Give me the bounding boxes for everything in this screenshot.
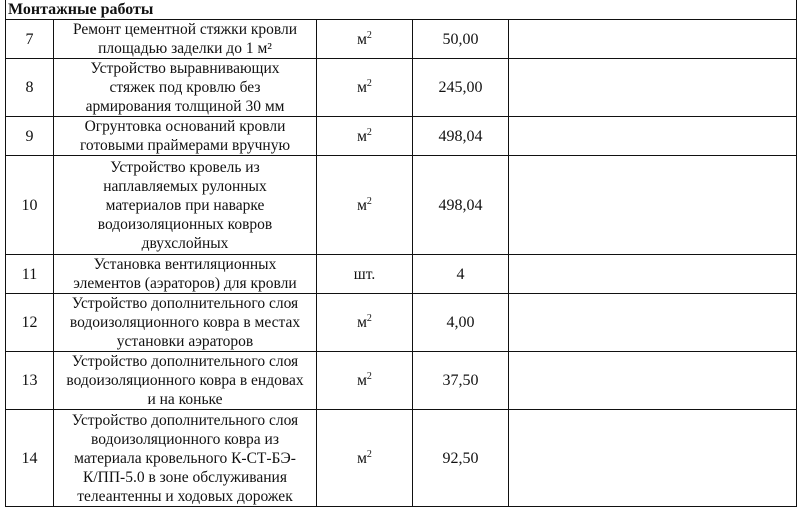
note-cell bbox=[509, 352, 797, 410]
unit-exponent: 2 bbox=[366, 448, 372, 460]
unit-label: м bbox=[357, 196, 367, 214]
unit-cell bbox=[317, 156, 413, 255]
description-line: Устройство кровель из bbox=[110, 158, 260, 176]
description-line: двухслойных bbox=[141, 234, 229, 252]
table-row bbox=[6, 410, 797, 507]
note-cell bbox=[509, 156, 797, 255]
unit-exponent: 2 bbox=[366, 312, 372, 324]
description-line: площадью заделки до 1 м² bbox=[98, 40, 272, 57]
row-number: 12 bbox=[6, 294, 54, 352]
note-cell bbox=[509, 255, 797, 294]
row-number: 11 bbox=[6, 255, 54, 294]
description-line: К/ПП-5.0 в зоне обслуживания bbox=[83, 468, 287, 486]
section-title: Монтажные работы bbox=[6, 0, 797, 20]
table-row bbox=[6, 20, 797, 59]
description-line: Огрунтовка оснований кровли bbox=[84, 118, 286, 135]
unit-cell bbox=[317, 294, 413, 352]
note-cell bbox=[509, 294, 797, 352]
unit-label: м bbox=[357, 127, 367, 145]
description-line: элементов (аэраторов) для кровли bbox=[73, 275, 297, 292]
unit-exponent: 2 bbox=[366, 126, 372, 138]
description-line: армирования толщиной 30 мм bbox=[85, 98, 285, 115]
description-line: Устройство дополнительного слоя bbox=[71, 353, 299, 370]
work-description bbox=[54, 59, 317, 117]
row-number: 8 bbox=[6, 59, 54, 117]
unit-label: шт. bbox=[353, 265, 376, 283]
quantity-cell: 498,04 bbox=[413, 117, 509, 156]
work-description bbox=[54, 156, 317, 255]
description-line: Устройство дополнительного слоя bbox=[71, 295, 299, 312]
row-number: 7 bbox=[6, 20, 54, 59]
description-line: Установка вентиляционных bbox=[93, 256, 277, 273]
table-row bbox=[6, 156, 797, 255]
unit-label: м bbox=[357, 314, 367, 331]
description-line: водоизоляционного ковра в местах bbox=[69, 314, 301, 331]
description-line: установки аэраторов bbox=[116, 333, 254, 350]
description-line: Устройство выравнивающих bbox=[90, 60, 280, 77]
work-description bbox=[54, 20, 317, 59]
row-number: 9 bbox=[6, 117, 54, 156]
quantity-cell: 92,50 bbox=[413, 410, 509, 507]
quantity-cell: 50,00 bbox=[413, 20, 509, 59]
description-line: телеантенны и ходовых дорожек bbox=[77, 487, 293, 505]
works-table bbox=[5, 0, 797, 507]
quantity-cell: 4 bbox=[413, 255, 509, 294]
quantity-cell: 37,50 bbox=[413, 352, 509, 410]
description-line: водоизоляционного ковра из bbox=[91, 430, 279, 448]
description-line: Ремонт цементной стяжки кровли bbox=[72, 21, 298, 38]
description-line: материала кровельного К-СТ-БЭ- bbox=[74, 449, 296, 467]
unit-cell bbox=[317, 117, 413, 156]
description-line: водоизоляционных ковров bbox=[97, 215, 273, 233]
note-cell bbox=[509, 117, 797, 156]
description-line: готовыми праймерами вручную bbox=[79, 137, 291, 154]
description-line: водоизоляционного ковра в ендовах bbox=[66, 372, 304, 389]
unit-cell bbox=[317, 20, 413, 59]
quantity-cell: 4,00 bbox=[413, 294, 509, 352]
work-description bbox=[54, 410, 317, 507]
description-line: наплавляемых рулонных bbox=[103, 177, 267, 195]
note-cell bbox=[509, 59, 797, 117]
note-cell bbox=[509, 20, 797, 59]
unit-label: м bbox=[357, 30, 367, 48]
note-cell bbox=[509, 410, 797, 507]
unit-cell bbox=[317, 59, 413, 117]
unit-label: м bbox=[357, 449, 367, 467]
work-description bbox=[54, 294, 317, 352]
quantity-cell: 498,04 bbox=[413, 156, 509, 255]
description-line: Устройство дополнительного слоя bbox=[71, 411, 299, 429]
description-line: и на коньке bbox=[147, 391, 223, 408]
table-row bbox=[6, 294, 797, 352]
description-line: стяжек под кровлю без bbox=[109, 79, 261, 96]
unit-exponent: 2 bbox=[366, 77, 372, 89]
table-row bbox=[6, 59, 797, 117]
unit-cell bbox=[317, 352, 413, 410]
unit-label: м bbox=[357, 372, 367, 389]
unit-exponent: 2 bbox=[366, 370, 372, 382]
unit-exponent: 2 bbox=[366, 29, 372, 41]
table-row bbox=[6, 352, 797, 410]
row-number: 14 bbox=[6, 410, 54, 507]
table-row bbox=[6, 255, 797, 294]
work-description bbox=[54, 255, 317, 294]
work-description bbox=[54, 117, 317, 156]
unit-cell bbox=[317, 410, 413, 507]
unit-exponent: 2 bbox=[366, 195, 372, 207]
row-number: 10 bbox=[6, 156, 54, 255]
row-number: 13 bbox=[6, 352, 54, 410]
work-description bbox=[54, 352, 317, 410]
unit-cell bbox=[317, 255, 413, 294]
unit-label: м bbox=[357, 79, 367, 96]
section-header-row bbox=[6, 0, 797, 20]
table-row bbox=[6, 117, 797, 156]
description-line: материалов при наварке bbox=[105, 196, 265, 214]
quantity-cell: 245,00 bbox=[413, 59, 509, 117]
